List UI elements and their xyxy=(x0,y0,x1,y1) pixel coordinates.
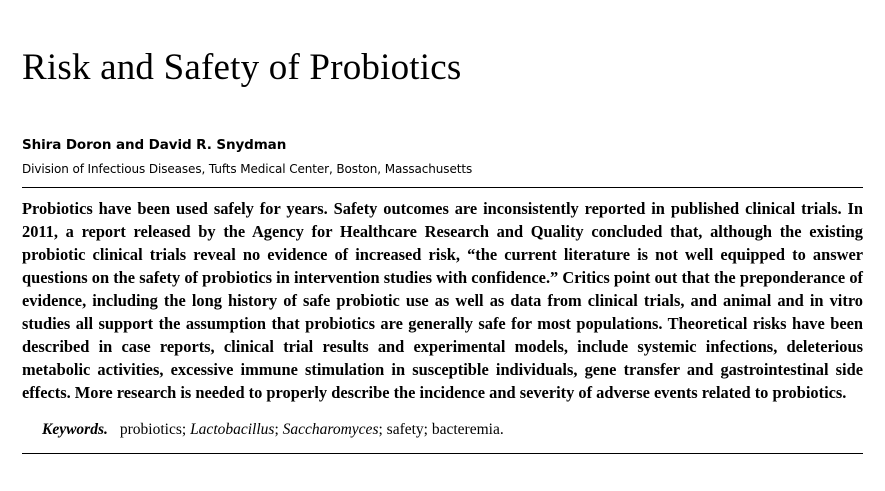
page-title: Risk and Safety of Probiotics xyxy=(22,47,462,88)
keywords-mid: ; xyxy=(274,421,283,439)
keywords-post: ; safety; bacteremia. xyxy=(378,421,504,439)
affiliation: Division of Infectious Diseases, Tufts Medical Center, Boston, Massachusetts xyxy=(22,161,473,176)
keywords-label: Keywords. xyxy=(42,421,108,439)
keywords-italic-lactobacillus: Lactobacillus xyxy=(190,421,275,439)
divider-top xyxy=(22,187,863,188)
author-list: Shira Doron and David R. Snydman xyxy=(22,136,287,153)
abstract-text: Probiotics have been used safely for years. Safety outcomes are inconsistently reported in published clinical trials. In 2011, a report released by the Agency for Healthcare Research and Quality concluded that, although the existing probiotic clinical trials reveal no evidence of increased risk, “the current literature is not well equipped to answer questions on the safety of probiotics in intervention studies with confidence.” Critics point out that the preponderance of evidence, including the long history of safe probiotic use as well as data from clinical trials, and animal and in vitro studies all support the assumption that probiotics are generally safe for most populations. Theoretical risks have been described in case reports, clinical trial results and experimental models, include systemic infections, deleterious metabolic activities, excessive immune stimulation in susceptible individuals, gene transfer and gastrointestinal side effects. More research is needed to properly describe the incidence and severity of adverse events related to probiotics. xyxy=(22,198,863,403)
keywords xyxy=(22,421,863,439)
divider-bottom xyxy=(22,453,863,454)
keywords-pre: probiotics; xyxy=(119,421,191,439)
keywords-italic-saccharomyces: Saccharomyces xyxy=(282,421,379,439)
